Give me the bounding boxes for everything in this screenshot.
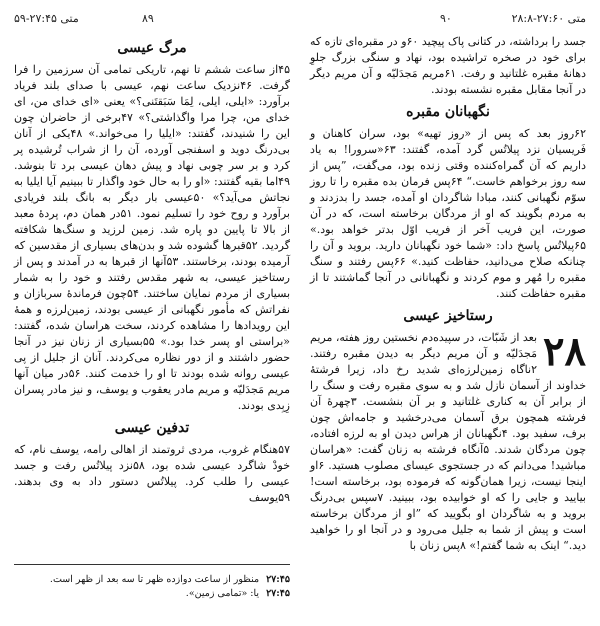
page-number-left: ۸۹ (142, 12, 154, 25)
left-column (14, 34, 290, 506)
passage-27-45-56: ۴۵از ساعت ششم تا نهم، تاریکی تمامی آن سرزمین را فرا گرفت. ۴۶نزدیک ساعت نهم، عیسی با صدای بلند فریاد برآورد: «ایلی، ایلی، لِمَا سَبَقتَنی؟» یعنی «ای خدای من، ای خدای من، چرا مرا واگذاشتی؟» ۴۷برخی از حاضران چون این را شنیدند، گفتند: «ایلیا را می‌خواند.» ۴۸یکی از آنان بی‌درنگ دوید و اسفنجی آورده، آن را از شراب تُرشیده پر کرد و بر سر چوبی نهاد و پیش دهان عیسی برد تا بنوشد. ۴۹اما بقیه گفتند: «او را به حال خود واگذار تا ببینیم آیا ایلیا به نجاتش می‌آید؟» ۵۰عیسی بار دیگر به بانگ بلند فریادی برآورد و روح خود را تسلیم نمود. ۵۱در همان دم، پردهٔ معبد از بالا تا پایین دو پاره شد. زمین لرزید و سنگ‌ها شکافته گردید. ۵۲قبرها گشوده شد و بدن‌های بسیاری از مقدسین که آرمیده بودند، برخاستند. ۵۳آنها از قبرها به در آمدند و پس از رستاخیز عیسی، به شهر مقدس رفتند و خود را به شمار بسیاری از مردم نمایان ساختند. ۵۴چون فرماندهٔ سربازان و نفراتش که مأمور نگهبانی از عیسی بودند، زمین‌لرزه و همهٔ این رویدادها را مشاهده کردند، سخت هراسان شده، گفتند: «براستی او پسر خدا بود.» ۵۵بسیاری از زنان نیز در آنجا حضور داشتند و از دور نظاره می‌کردند. آنان از جلیل از پی عیسی روانه شده بودند تا او را خدمت کنند. ۵۶در میان آنها مریم مَجدَلیّه و مریم مادر یعقوب و یوسف، و نیز مادر پسران زِبِدی بودند. (14, 63, 291, 412)
footnote-reference: ۲۷:۴۵ (266, 588, 290, 599)
footnote (14, 587, 290, 601)
section-heading-burial-of-jesus: تدفین عیسی (114, 420, 190, 436)
passage-27-57-59: ۵۷هنگام غروب، مردی ثروتمند از اهالی رامه، یوسف نام، که خودْ شاگرد عیسی شده بود، ۵۸نزد پیلاتُس رفت و جسد عیسی را طلب کرد. پیلاتُس دستور داد به وی بدهند. ۵۹یوسف (14, 443, 290, 504)
section-heading-guards-at-tomb: نگهبانان مقبره (406, 104, 490, 120)
running-head-reference-left: متی ۲۷:۴۵-۵۹ (14, 12, 79, 25)
footnote-text: منظور از ساعت دوازده ظهر تا سه بعد از ظهر است. (49, 574, 260, 585)
footnotes (14, 564, 290, 601)
footnote-text: یا: «تمامی زمین». (185, 588, 260, 599)
running-head-reference-right: متی ۲۷:۶۰-۲۸:۸ (511, 12, 586, 25)
chapter-28-block (310, 330, 586, 554)
section-heading-death-of-jesus: مرگ عیسی (117, 40, 187, 56)
chapter-number: ۲۸ (543, 328, 586, 375)
passage-27-62-66: ۶۲روز بعد که پس از «روز تهیه» بود، سران کاهنان و فَریسیان نزد پیلاتُس گرد آمده، گفتند: ۶۳«سرورا! به یاد داریم که آن گمراه‌کننده وقتی زنده بود، می‌گفت، ”پس از سه روز برخواهم خاست.“ ۶۴پس فرمان بده مقبره را تا روز سوّم نگهبانی کنند، مبادا شاگردان او آمده، جسد را بدزدند و به مردم بگویند که او از مردگان برخاسته است، که در آن صورت، این فریب آخر از فریب اوّل بدتر خواهد بود.» ۶۵پیلاتُس پاسخ داد: «شما خود نگهبانان دارید. بروید و آن را چنانکه صلاح می‌دانید، حفاظت کنید.» ۶۶پس رفتند و سنگ مقبره را مُهر و موم کردند و نگهبانانی در آنجا گماشتند تا از مقبره حفاظت کنند. (310, 127, 586, 300)
page-number-right: ۹۰ (440, 12, 452, 25)
footnote-reference: ۲۷:۴۵ (266, 574, 290, 585)
footnote (14, 573, 290, 587)
section-heading-resurrection: رستاخیز عیسی (403, 308, 493, 324)
passage-28-1-8: بعد از شَبّات، در سپیده‌دم نخستین روز هفته، مریم مَجدَلیّه و آن مریم دیگر به دیدن مقبره رفتند. ۲ناگاه زمین‌لرزه‌ای شدید رخ داد، زیرا فرشتهٔ خداوند از آسمان نازل شد و به سوی مقبره رفت و سنگ را از برابر آن به کناری غلتانید و بر آن بنشست. ۳چهرهٔ آن فرشته همچون برق آسمان می‌درخشید و جامه‌اش چون برف، سفید بود. ۴نگهبانان از هراس دیدن او به لرزه افتاده، چون مردگان شدند. ۵آنگاه فرشته به زنان گفت: «هراسان مباشید! می‌دانم که در جستجوی عیسای مصلوب هستید. ۶او اینجا نیست، زیرا همان‌گونه که فرموده بود، برخاسته است! بیایید و جایی را که او خوابیده بود، ببینید. ۷سپس بی‌درنگ بروید و به شاگردان او بگویید که ”او از مردگان برخاسته است و پیش از شما به جلیل می‌رود و در آنجا او را خواهید دید.“ اینک به شما گفتم!» ۸پس زنان با (310, 331, 586, 552)
right-column (310, 34, 586, 554)
passage-27-59-61: جسد را برداشته، در کتانی پاک پیچید ۶۰و در مقبره‌ای تازه که برای خود در صخره تراشیده بود، نهاد و سنگی بزرگ جلوِ دهانهٔ مقبره غلتانید و رفت. ۶۱مریم مَجدَلیّه و آن مریم دیگر در آنجا مقابل مقبره نشسته بودند. (310, 35, 587, 96)
